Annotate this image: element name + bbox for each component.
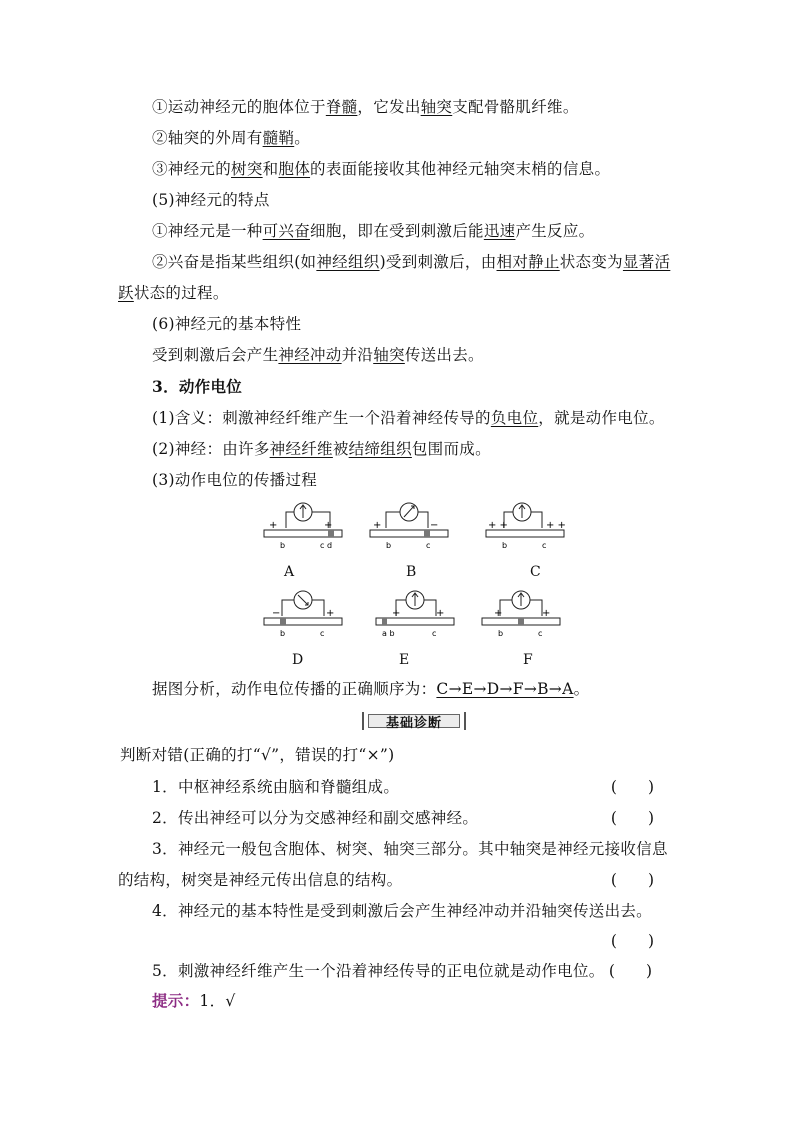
section-banner <box>362 712 466 730</box>
banner-rule <box>464 712 466 730</box>
text-line: ①运动神经元的胞体位于脊髓，它发出轴突支配骨骼肌纤维。 <box>152 98 579 116</box>
mark-label: c <box>320 629 325 638</box>
diagram-e <box>374 588 456 640</box>
banner-title: 基础诊断 <box>368 714 460 728</box>
answer-blank: ( ) <box>610 778 654 796</box>
svg-text:+: + <box>392 608 401 619</box>
text-line: 跃状态的过程。 <box>118 284 229 302</box>
banner-rule <box>362 712 364 730</box>
answer-blank: ( ) <box>608 962 652 980</box>
text-line: (1)含义：刺激神经纤维产生一个沿着神经传导的负电位，就是动作电位。 <box>152 409 665 427</box>
section-heading: (3)动作电位的传播过程 <box>152 471 318 489</box>
section-heading: (6)神经元的基本特性 <box>152 315 302 333</box>
diagram-label: A <box>284 564 295 580</box>
text-line: 受到刺激后会产生神经冲动并沿轴突传送出去。 <box>152 346 484 364</box>
mark-label: c <box>432 629 437 638</box>
diagram-label: F <box>523 652 533 668</box>
text-line: ②兴奋是指某些组织(如神经组织)受到刺激后，由相对静止状态变为显著活 <box>152 253 671 271</box>
mark-label: c d <box>320 541 333 550</box>
text-line: 据图分析，动作电位传播的正确顺序为：C→E→D→F→B→A。 <box>152 680 590 698</box>
stimulus-zone <box>328 530 334 537</box>
svg-text:−: − <box>272 608 281 619</box>
svg-text:+: + <box>494 608 503 619</box>
answer-blank: ( ) <box>610 809 654 827</box>
quiz-item: 1．中枢神经系统由脑和脊髓组成。 <box>152 778 400 796</box>
svg-text:+ +: + + <box>488 520 508 531</box>
mark-label: c <box>542 541 547 550</box>
svg-text:+: + <box>269 520 278 531</box>
quiz-item: 3．神经元一般包含胞体、树突、轴突三部分。其中轴突是神经元接收信息 <box>152 840 668 858</box>
quiz-instruction: 判断对错(正确的打“√”，错误的打“×”) <box>120 746 395 764</box>
answer-blank: ( ) <box>610 932 654 950</box>
mark-label: c <box>538 629 543 638</box>
svg-text:+: + <box>324 520 333 531</box>
mark-label: b <box>498 629 504 638</box>
diagram-a <box>262 500 344 552</box>
mark-label: b <box>502 541 508 550</box>
diagram-c <box>484 500 566 552</box>
svg-text:+: + <box>373 520 382 531</box>
text-line: (2)神经：由许多神经纤维被结缔组织包围而成。 <box>152 440 491 458</box>
svg-text:+ +: + + <box>546 520 566 531</box>
svg-text:+: + <box>326 608 335 619</box>
hint-line <box>152 991 236 1011</box>
answer-blank: ( ) <box>610 871 654 889</box>
svg-text:−: − <box>430 520 439 531</box>
section-heading: 3．动作电位 <box>152 377 243 396</box>
hint-label: 提示： <box>152 992 200 1010</box>
mark-label: a b <box>382 629 395 638</box>
section-heading: (5)神经元的特点 <box>152 191 270 209</box>
mark-label: b <box>280 629 286 638</box>
text-line: ③神经元的树突和胞体的表面能接收其他神经元轴突末梢的信息。 <box>152 160 611 178</box>
diagram-f <box>480 588 562 640</box>
hint-text: 1．√ <box>199 992 236 1010</box>
text-line: ①神经元是一种可兴奋细胞，即在受到刺激后能迅速产生反应。 <box>152 222 595 240</box>
diagram-label: C <box>530 564 541 580</box>
mark-label: c <box>426 541 431 550</box>
text-line: ②轴突的外周有髓鞘。 <box>152 129 311 147</box>
diagram-label: B <box>406 564 417 580</box>
diagram-d <box>262 588 344 640</box>
mark-label: b <box>386 541 392 550</box>
quiz-item-cont: 的结构，树突是神经元传出信息的结构。 <box>118 871 403 889</box>
quiz-item: 2．传出神经可以分为交感神经和副交感神经。 <box>152 809 479 827</box>
quiz-item: 4．神经元的基本特性是受到刺激后会产生神经冲动并沿轴突传送出去。 <box>152 902 652 920</box>
diagram-label: D <box>292 652 304 668</box>
svg-text:+: + <box>542 608 551 619</box>
quiz-item: 5．刺激神经纤维产生一个沿着神经传导的正电位就是动作电位。 <box>152 962 605 980</box>
mark-label: b <box>280 541 286 550</box>
diagram-b <box>368 500 450 552</box>
svg-text:+: + <box>436 608 445 619</box>
diagram-label: E <box>399 652 410 668</box>
